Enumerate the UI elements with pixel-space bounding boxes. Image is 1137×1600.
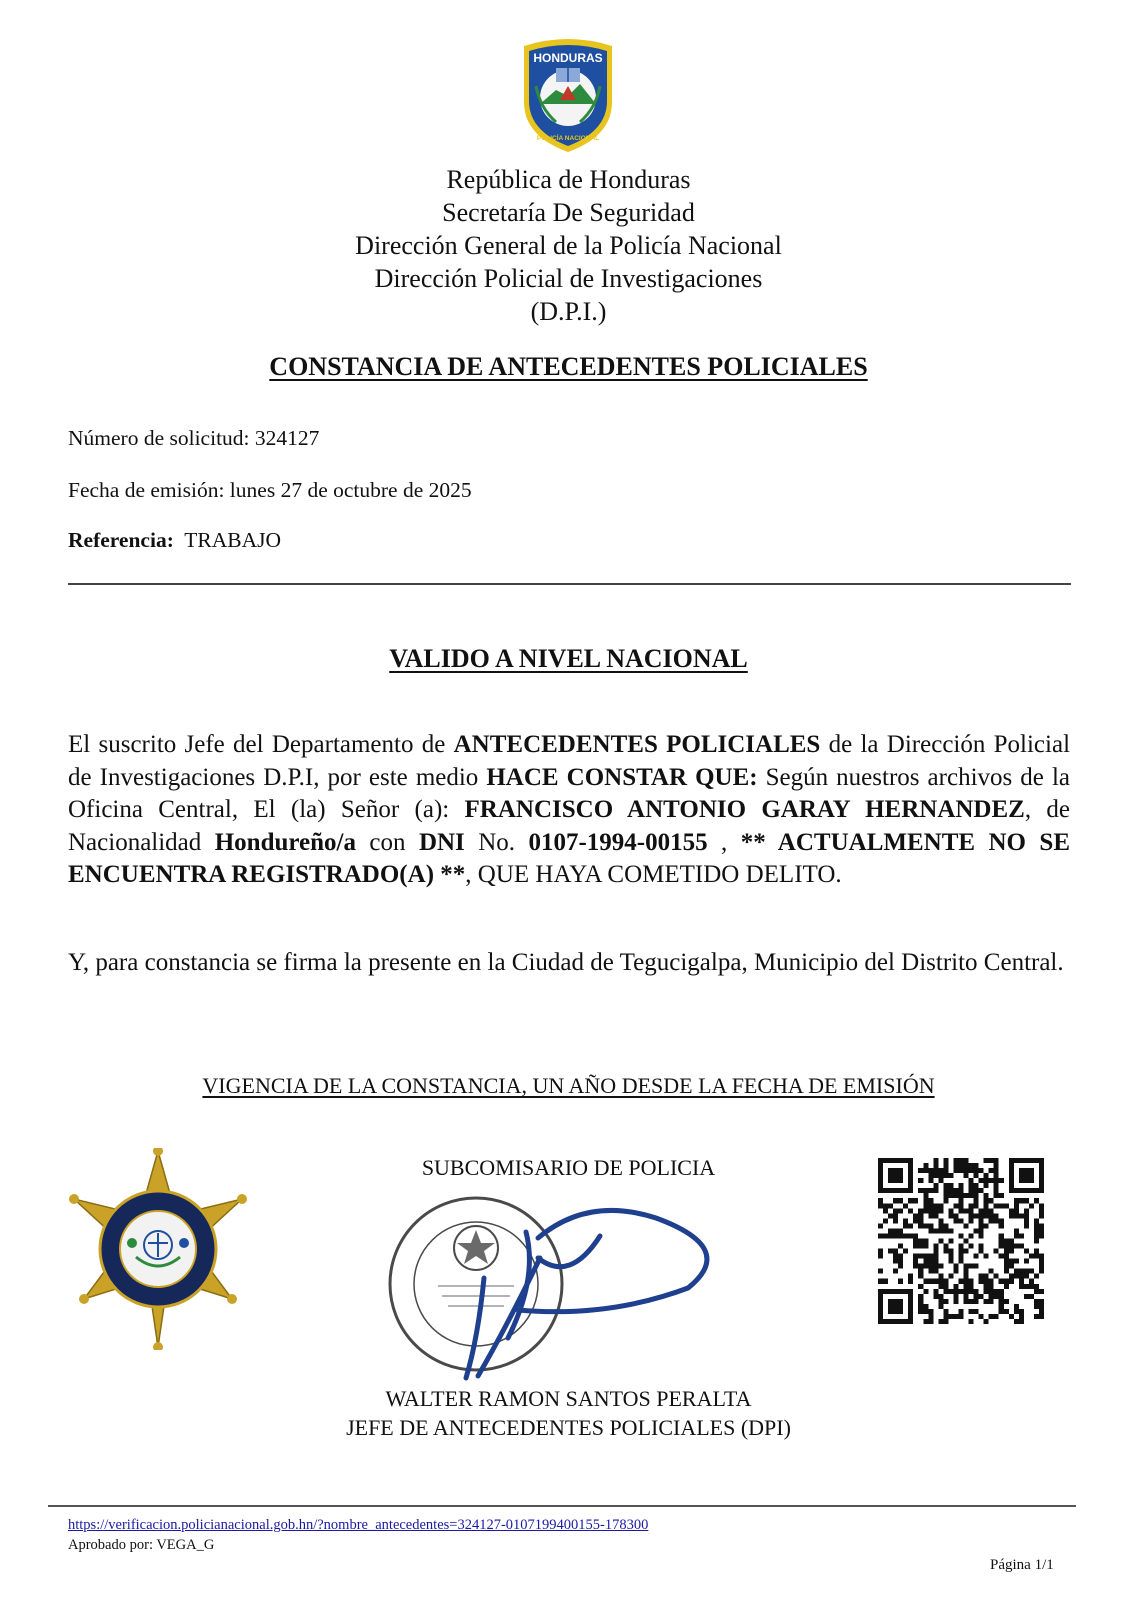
divider (68, 583, 1071, 585)
reference-value: TRABAJO (184, 528, 281, 552)
header-country: República de Honduras (446, 165, 691, 194)
body-text: El suscrito Jefe del Departamento de (68, 731, 454, 758)
signing-paragraph: Y, para constancia se firma la presente en la Ciudad de Tegucigalpa, Municipio del Distrito Central. (68, 949, 1064, 976)
body-text: , QUE HAYA COMETIDO DELITO. (465, 861, 842, 888)
certifies-phrase: HACE CONSTAR QUE: (486, 763, 758, 791)
nationality: Hondureño/a (214, 828, 356, 856)
policia-nacional-logo (516, 38, 620, 156)
body-text: , de Nacionalidad (68, 796, 1070, 856)
document-title-text: CONSTANCIA DE ANTECEDENTES POLICIALES (269, 352, 868, 381)
signer-rank: SUBCOMISARIO DE POLICIA (421, 1155, 716, 1180)
person-name: FRANCISCO ANTONIO GARAY HERNANDEZ (464, 796, 1025, 823)
verification-qr-code (878, 1158, 1044, 1324)
svg-text:HONDURAS: HONDURAS (533, 51, 603, 65)
header-division: Dirección Policial de Investigaciones (374, 264, 763, 293)
validity-note-text: VIGENCIA DE LA CONSTANCIA, UN AÑO DESDE LA FECHA DE EMISIÓN (202, 1073, 935, 1098)
header-acronym: (D.P.I.) (530, 297, 607, 326)
svg-text:POLICÍA NACIONAL: POLICÍA NACIONAL (536, 135, 600, 142)
dpi-star-badge (68, 1148, 248, 1350)
id-type: DNI (418, 828, 465, 856)
request-number: Número de solicitud: 324127 (68, 426, 320, 450)
seal-and-signature (388, 1188, 748, 1388)
issue-date: Fecha de emisión: lunes 27 de octubre de 2025 (68, 478, 472, 502)
approved-by: Aprobado por: VEGA_G (68, 1537, 215, 1553)
department-name: ANTECEDENTES POLICIALES (453, 731, 821, 758)
signer-name: WALTER RAMON SANTOS PERALTA (385, 1386, 752, 1411)
record-status: ** ACTUALMENTE NO SE ENCUENTRA REGISTRADO(A) ** (68, 828, 1070, 888)
header-ministry: Secretaría De Seguridad (442, 198, 695, 227)
certification-paragraph (68, 729, 1070, 892)
reference-label: Referencia: (68, 528, 174, 552)
validity-heading (0, 644, 1137, 674)
header-directorate: Dirección General de la Policía Nacional (355, 231, 782, 260)
body-text: Según nuestros archivos de la Oficina Central, El (la) Señor (a): (68, 763, 1070, 823)
verification-link[interactable]: https://verificacion.policianacional.gob.hn/?nombre_antecedentes=324127-0107199400155-178300 (68, 1517, 649, 1533)
validity-heading-text: VALIDO A NIVEL NACIONAL (389, 644, 748, 673)
body-text: No. (464, 828, 529, 856)
reference (68, 528, 281, 553)
footer-divider (48, 1505, 1076, 1507)
document-title (0, 352, 1137, 382)
signature-scribble (466, 1210, 707, 1378)
body-text: con (355, 828, 419, 856)
body-text: de la Dirección Policial de Investigaciones D.P.I, por este medio (68, 731, 1071, 791)
body-text: , (707, 828, 741, 856)
validity-note (0, 1073, 1137, 1099)
signer-position: JEFE DE ANTECEDENTES POLICIALES (DPI) (346, 1415, 791, 1440)
letterhead (0, 163, 1137, 328)
page-number: Página 1/1 (990, 1557, 1054, 1573)
id-number: 0107-1994-00155 (528, 828, 708, 856)
